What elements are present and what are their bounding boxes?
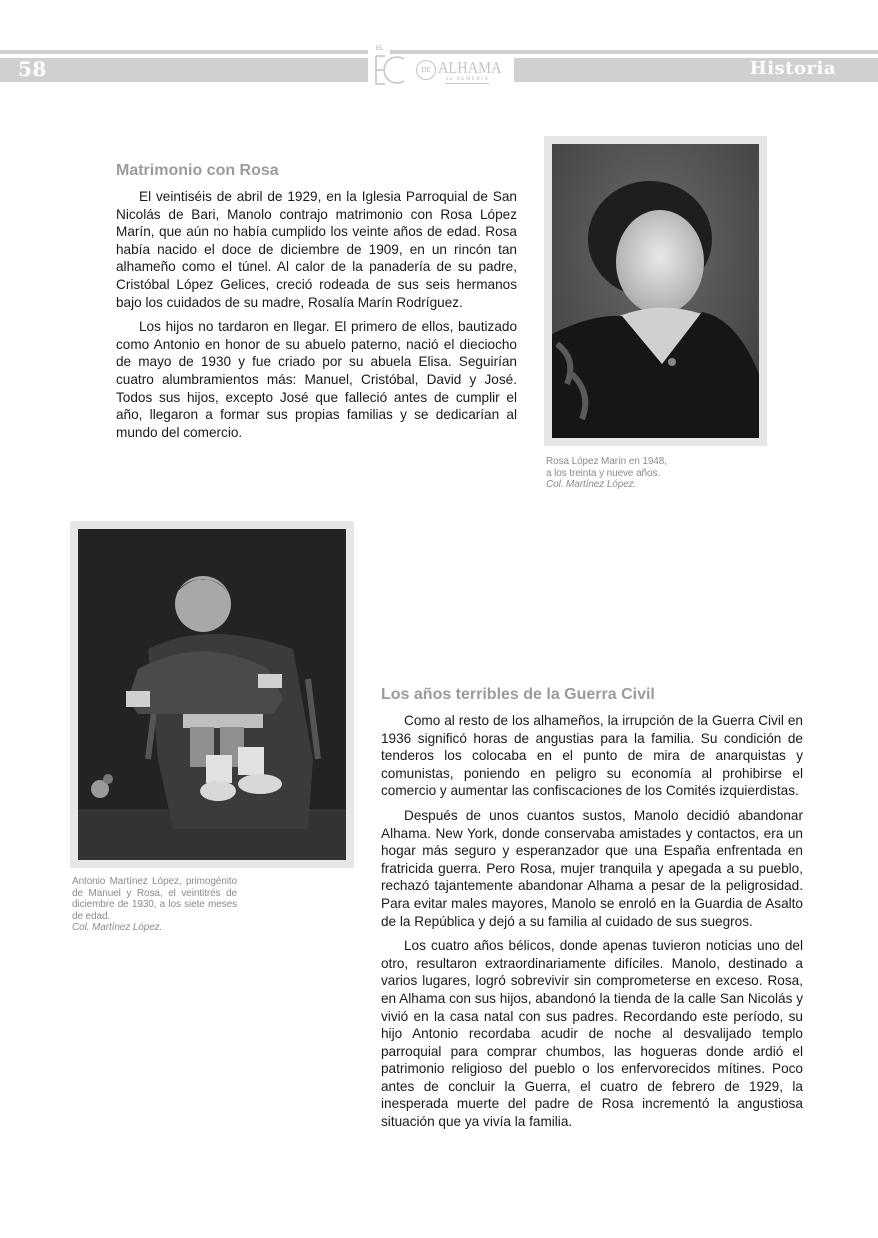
section-heading-matrimonio: Matrimonio con Rosa [116,162,279,179]
caption-line: Rosa López Marín en 1948, [546,456,667,467]
logo-almeria: de ALMERIA [446,77,490,82]
portrait-image [552,144,759,438]
photo-credit: Col. Martínez López. [72,922,163,933]
section-heading-guerra-civil: Los años terribles de la Guerra Civil [381,686,655,703]
section-body-guerra-civil [381,712,803,1138]
paragraph: Después de unos cuantos sustos, Manolo decidió abandonar Alhama. New York, donde conservaba amistades y contactos, era un hogar más seguro y esperanzador que una España enfrentada en fratricida guerra. Pero Rosa, mujer tranquila y apegada a su pueblo, rechazó tajantemente abandonar Alhama a pesar de la peligrosidad. Para evitar males mayores, Manolo se enroló en la Guardia de Asalto de la República y dejó a su familia al cuidado de sus suegros. [381,807,803,929]
paragraph: Los cuatro años bélicos, donde apenas tuvieron noticias uno del otro, resultaron extraordinariamente difíciles. Manolo, destinado a varios lugares, logró sobrevivir sin comprometerse en exceso. Rosa, en Alhama con sus hijos, abandonó la tienda de la calle San Nicolás y vivió en la casa natal con sus padres. Recordando este período, su hijo Antonio recordaba acudir de noche al desvalijado templo parroquial para comprar chumbos, las hogueras donde ardió el patrimonio religioso del pueblo o los enfervorecidos mítines. Poco antes de concluir la Guerra, el cuatro de febrero de 1929, la inesperada muerte del padre de Rosa incrementó la angustiosa situación que ya vivía la familia. [381,938,803,1130]
caption-antonio [72,876,237,934]
header-rule-left [0,50,368,54]
logo-eco [374,54,418,92]
section-body-matrimonio [116,188,517,448]
publication-logo [374,46,512,86]
paragraph: Como al resto de los alhameños, la irrupción de la Guerra Civil en 1936 significó horas de angustias para la familia. Su condición de tenderos los colocaba en el punto de mira de anarquistas y comunistas, poniendo en peligro su economía al prohibirse el comercio y aumentar las confiscaciones de los Comités izquierdistas. [381,713,803,799]
photo-antonio [78,529,346,860]
photo-rosa [552,144,759,438]
caption-text: Antonio Martínez López, primogénito de Manuel y Rosa, el veintitrés de diciembre de 1930, a los siete meses de edad. [72,876,237,922]
child-portrait-image [78,529,346,860]
caption-line: a los treinta y nueve años. [546,467,661,479]
caption-rosa [546,456,746,491]
logo-alhama: ALHAMA [438,58,502,77]
page-number: 58 [18,57,47,81]
paragraph: El veintiséis de abril de 1929, en la Iglesia Parroquial de San Nicolás de Bari, Manolo contrajo matrimonio con Rosa López Marín, que aún no había cumplido los veinte años de edad. Rosa había nacido el doce de diciembre de 1909, en un rincón tan alhameño como el túnel. Al calor de la panadería de su padre, Cristóbal López Gelices, creció rodeada de sus seis hermanos bajo los cuidados de su madre, Rosalía Marín Rodríguez. [116,189,517,310]
logo-el: EL [376,46,384,52]
logo-de: DE [416,60,436,80]
photo-credit: Col. Martínez López. [546,479,637,490]
paragraph: Los hijos no tardaron en llegar. El primero de ellos, bautizado como Antonio en honor de su abuelo paterno, nació el dieciocho de mayo de 1930 y fue criado por su abuela Elisa. Seguirían cuatro alumbramientos más: Manuel, Cristóbal, David y José. Todos sus hijos, excepto José que falleció antes de cumplir el año, llegaron a formar sus propias familias y se dedicarían al mundo del comercio. [116,319,517,440]
section-name: Historia [749,58,836,79]
header-bar-left [0,58,368,82]
